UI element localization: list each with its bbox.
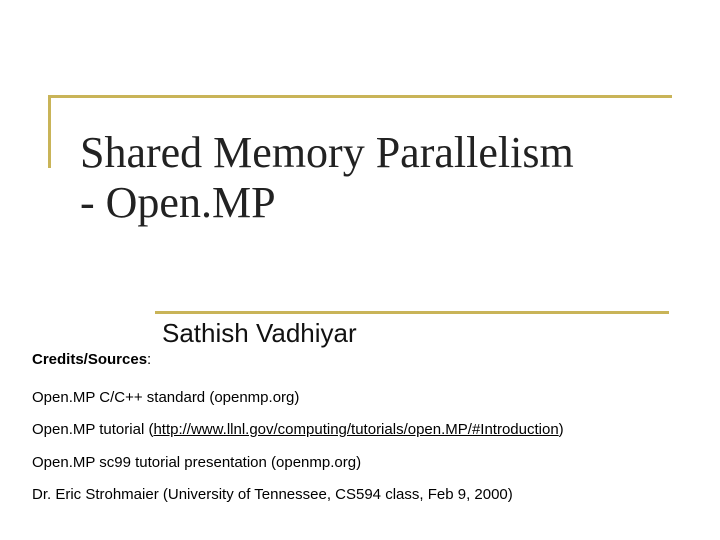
- credits-label: Credits/Sources: [32, 351, 148, 368]
- title-line-1: Shared Memory Parallelism: [80, 128, 574, 177]
- credit-prefix: Open.MP tutorial (: [32, 421, 154, 438]
- top-accent-rule: [48, 95, 672, 98]
- credit-item-sc99-tutorial: Open.MP sc99 tutorial presentation (openmp.org): [32, 454, 362, 471]
- subtitle-accent-rule: [155, 311, 669, 314]
- left-accent-rule: [48, 95, 51, 168]
- credit-item-strohmaier: Dr. Eric Strohmaier (University of Tennessee, CS594 class, Feb 9, 2000): [32, 486, 513, 503]
- slide-title: [80, 128, 680, 228]
- credits-heading: [32, 350, 151, 370]
- credit-suffix: ): [558, 421, 564, 438]
- credit-item-openmp-tutorial: [32, 420, 564, 440]
- credit-item-openmp-standard: Open.MP C/C++ standard (openmp.org): [32, 389, 300, 406]
- credits-colon: :: [147, 351, 152, 368]
- title-line-2: - Open.MP: [80, 178, 276, 227]
- llnl-tutorial-link[interactable]: http://www.llnl.gov/computing/tutorials/open.MP/#Introduction: [153, 421, 559, 438]
- author-name: Sathish Vadhiyar: [162, 318, 357, 348]
